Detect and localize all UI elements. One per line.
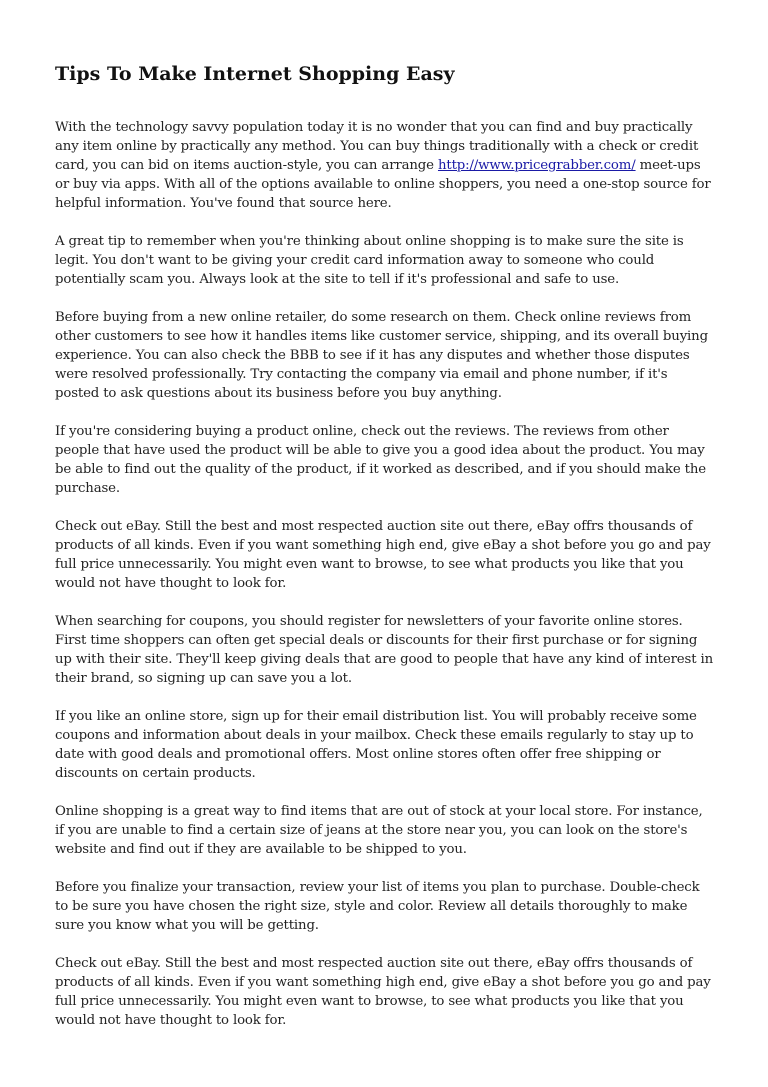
paragraph-ebay-repeat: Check out eBay. Still the best and most respected auction site out there, eBay offrs thousands of products of all kinds. Even if you want something high end, give eBay a shot before you go and pay full price unnecessarily. You might even want to browse, to see what products you like that you would not have thought to look for. (55, 956, 711, 1028)
intro-text-after-link: meet-ups or buy via apps. With all of the options available to online shoppers, you need a one-stop source for helpful information. You've found that source here. (55, 158, 711, 211)
paragraph-reviews: If you're considering buying a product online, check out the reviews. The reviews from other people that have used the product will be able to give you a good idea about the product. You may be able to find out the quality of the product, if it worked as described, and if you should make the purchase. (55, 424, 706, 496)
page-title: Tips To Make Internet Shopping Easy (55, 63, 455, 85)
paragraph-research-retailer: Before buying from a new online retailer, do some research on them. Check online reviews from other customers to see how it handles items like customer service, shipping, and its overall buying experience. You can also check the BBB to see if it has any disputes and whether those disputes were resolved professionally. Try contacting the company via email and phone number, if it's posted to ask questions about its business before you buy anything. (55, 310, 708, 401)
paragraph-ebay: Check out eBay. Still the best and most respected auction site out there, eBay offrs thousands of products of all kinds. Even if you want something high end, give eBay a shot before you go and pay full price unnecessarily. You might even want to browse, to see what products you like that you would not have thought to look for. (55, 519, 711, 591)
document-page (55, 60, 715, 1049)
paragraph-coupons: When searching for coupons, you should register for newsletters of your favorite online stores. First time shoppers can often get special deals or discounts for their first purchase or for signing up with their site. They'll keep giving deals that are good to people that have any kind of interest in their brand, so signing up can save you a lot. (55, 614, 713, 686)
paragraph-legit-site: A great tip to remember when you're thinking about online shopping is to make sure the site is legit. You don't want to be giving your credit card information away to someone who could potentially scam you. Always look at the site to tell if it's professional and safe to use. (55, 234, 684, 287)
pricegrabber-link[interactable]: http://www.pricegrabber.com/ (437, 158, 636, 173)
intro-paragraph (55, 118, 715, 213)
paragraph-out-of-stock: Online shopping is a great way to find items that are out of stock at your local store. For instance, if you are unable to find a certain size of jeans at the store near you, you can look on the store's website and find out if they are available to be shipped to you. (55, 804, 703, 857)
paragraph-email-list: If you like an online store, sign up for their email distribution list. You will probably receive some coupons and information about deals in your mailbox. Check these emails regularly to stay up to date with good deals and promotional offers. Most online stores often offer free shipping or discounts on certain products. (55, 709, 697, 781)
intro-text-before-link: With the technology savvy population today it is no wonder that you can find and buy practically any item online by practically any method. You can buy things traditionally with a check or credit card, you can bid on items auction-style, you can arrange (55, 120, 699, 173)
paragraph-review-transaction: Before you finalize your transaction, review your list of items you plan to purchase. Double-check to be sure you have chosen the right size, style and color. Review all details thoroughly to make sure you know what you will be getting. (55, 880, 700, 933)
